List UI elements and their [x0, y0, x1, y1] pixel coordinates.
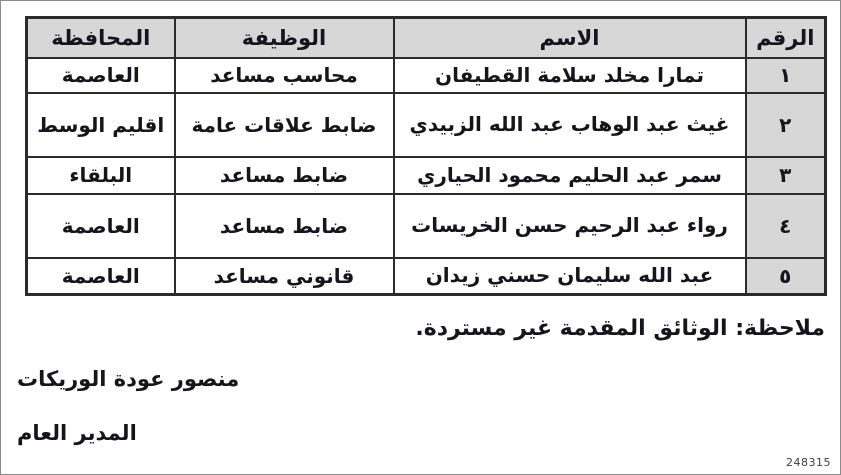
staff-table	[25, 16, 827, 296]
cell-name-text: غيث عبد الوهاب عبد الله الزبيدي	[409, 112, 730, 136]
document-serial-number: 248315	[786, 456, 831, 469]
header-job: الوظيفة	[175, 18, 394, 58]
cell-job: محاسب مساعد	[175, 58, 394, 93]
cell-number: ٥	[746, 258, 826, 295]
document-content	[1, 1, 840, 445]
signatory-title: المدير العام	[17, 421, 137, 445]
cell-name	[394, 93, 746, 157]
cell-number: ٤	[746, 194, 826, 258]
cell-job: ضابط مساعد	[175, 157, 394, 194]
cell-job: ضابط مساعد	[175, 194, 394, 258]
table-row	[27, 258, 826, 295]
cell-governorate: العاصمة	[27, 194, 175, 258]
cell-name	[394, 258, 746, 295]
table-row	[27, 194, 826, 258]
cell-governorate: العاصمة	[27, 258, 175, 295]
cell-number: ٣	[746, 157, 826, 194]
cell-name-text: تمارا مخلد سلامة القطيفان	[435, 62, 704, 87]
table-header-row	[27, 18, 826, 58]
cell-name	[394, 58, 746, 93]
cell-job: ضابط علاقات عامة	[175, 93, 394, 157]
signatory-name: منصور عودة الوريكات	[17, 367, 240, 391]
cell-job: قانوني مساعد	[175, 258, 394, 295]
header-name: الاسم	[394, 18, 746, 58]
cell-number: ٢	[746, 93, 826, 157]
header-number: الرقم	[746, 18, 826, 58]
table-row	[27, 58, 826, 93]
table-row	[27, 93, 826, 157]
cell-name	[394, 157, 746, 194]
cell-name-text: رواء عبد الرحيم حسن الخريسات	[411, 213, 728, 237]
cell-name-text: سمر عبد الحليم محمود الحياري	[417, 162, 722, 187]
table-header	[27, 18, 826, 58]
cell-name	[394, 194, 746, 258]
header-governorate: المحافظة	[27, 18, 175, 58]
table-row	[27, 157, 826, 194]
cell-name-text: عبد الله سليمان حسني زيدان	[425, 263, 714, 288]
note-text: ملاحظة: الوثائق المقدمة غير مستردة.	[415, 316, 825, 341]
cell-governorate: البلقاء	[27, 157, 175, 194]
table-body	[27, 58, 826, 295]
cell-number: ١	[746, 58, 826, 93]
cell-governorate: العاصمة	[27, 58, 175, 93]
cell-governorate: اقليم الوسط	[27, 93, 175, 157]
